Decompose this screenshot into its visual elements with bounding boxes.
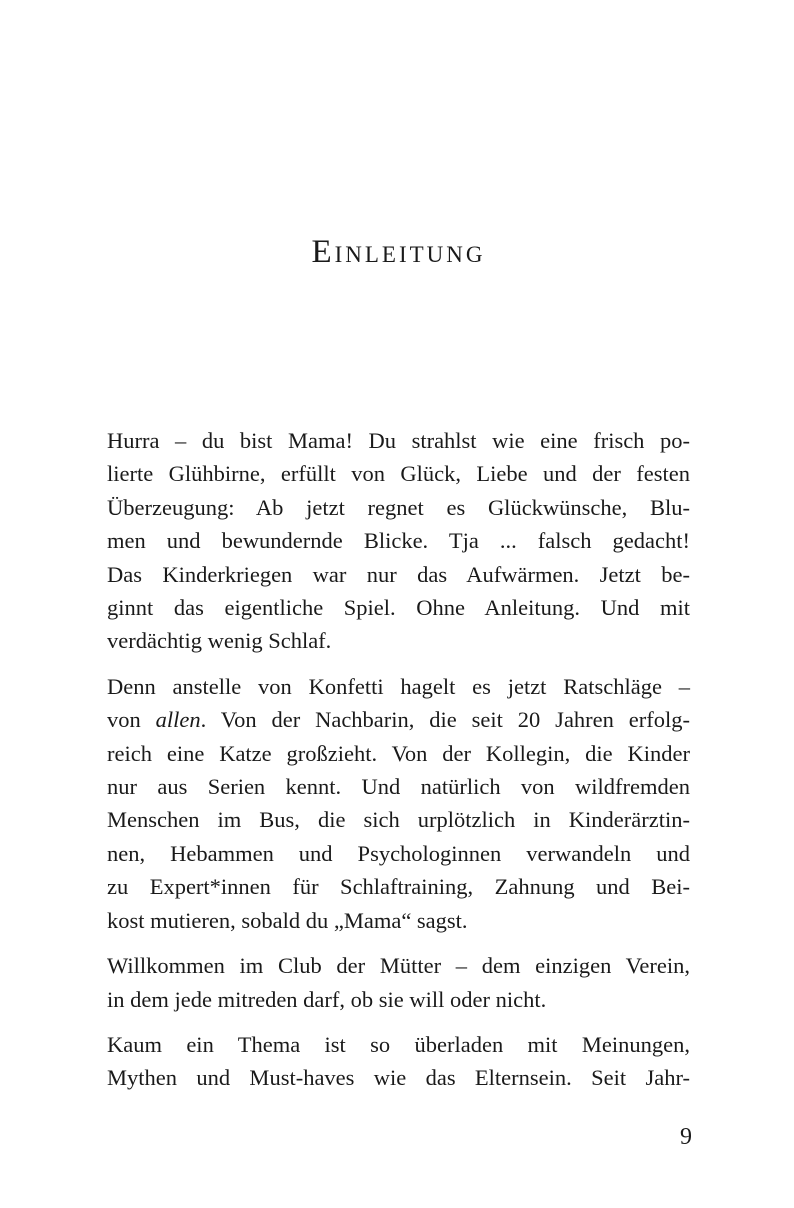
text-line: men und bewundernde Blicke. Tja ... falsch gedacht! [107, 528, 690, 554]
text-line: ginnt das eigentliche Spiel. Ohne Anleitung. Und mit [107, 595, 690, 621]
text-line: Menschen im Bus, die sich urplötzlich in Kinderärztin- [107, 807, 690, 833]
text-line: Mythen und Must-haves wie das Elternsein. Seit Jahr- [107, 1065, 690, 1091]
text-line: Kaum ein Thema ist so überladen mit Meinungen, [107, 1031, 690, 1057]
text-line: verdächtig wenig Schlaf. [107, 628, 332, 654]
text-line: in dem jede mitreden darf, ob sie will oder nicht. [107, 986, 547, 1012]
paragraph [107, 1028, 690, 1095]
paragraph [107, 670, 690, 937]
body-text [107, 424, 690, 1107]
text-line: Willkommen im Club der Mütter – dem einzigen Verein, [107, 953, 690, 979]
text-line: reich eine Katze großzieht. Von der Kollegin, die Kinder [107, 740, 690, 766]
text-line: nen, Hebammen und Psychologinnen verwandeln und [107, 840, 690, 866]
text-line: Das Kinderkriegen war nur das Aufwärmen. Jetzt be- [107, 561, 690, 587]
text-line: kost mutieren, sobald du „Mama“ sagst. [107, 907, 468, 933]
chapter-heading: Einleitung [311, 234, 486, 270]
paragraph [107, 949, 690, 1016]
text-line: Denn anstelle von Konfetti hagelt es jetzt Ratschläge – [107, 673, 690, 699]
page-number: 9 [680, 1124, 692, 1150]
paragraph [107, 424, 690, 658]
text-line: zu Expert*innen für Schlaftraining, Zahnung und Bei- [107, 874, 690, 900]
italic-text: allen [155, 707, 201, 733]
text-line: Hurra – du bist Mama! Du strahlst wie eine frisch po- [107, 428, 690, 453]
text-line: lierte Glühbirne, erfüllt von Glück, Liebe und der festen [107, 461, 690, 487]
text-line: nur aus Serien kennt. Und natürlich von wildfremden [107, 774, 690, 800]
text-line: Überzeugung: Ab jetzt regnet es Glückwünsche, Blu- [107, 494, 690, 520]
text-line: von allen. Von der Nachbarin, die seit 20 Jahren erfolg- [107, 707, 691, 733]
